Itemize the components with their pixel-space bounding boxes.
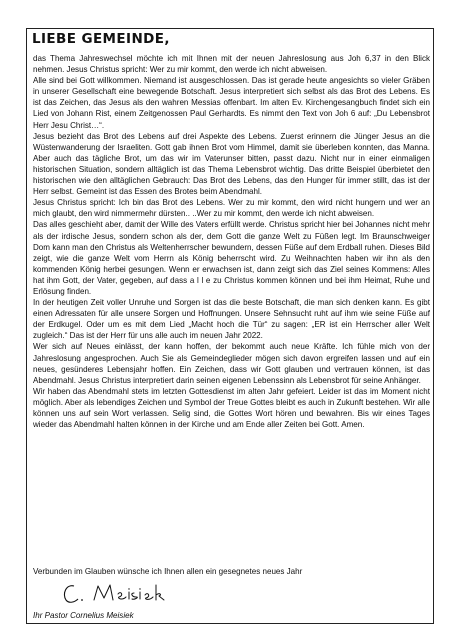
paragraph-6: In der heutigen Zeit voller Unruhe und Sorgen ist das die beste Botschaft, die man sich denken kann. Es gibt einen Adressaten für alle unsere Sorgen und Hoffnungen. Unsere Sehnsucht ruht auf ihm wie seine Füße auf der Erdkugel. Oder um es mit dem Lied „Macht hoch die Tür“ zu sagen: „ER ist ein Herrscher aller Welt zugleich.“ Das ist der Herr für uns alle auch im neuen Jahr 2022. [33,298,430,341]
paragraph-3: Jesus bezieht das Brot des Lebens auf drei Aspekte des Lebens. Zuerst erinnern die Jünger Jesus an die Wüstenwanderung der Israeliten. Gott gab ihnen Brot vom Himmel, damit sie überleben konnten, das Manna. Aber auch das tägliche Brot, um das wir im Vaterunser bitten, passt dazu. Nicht nur in einer einmaligen historischen Situation, sondern alltäglich ist das Thema Lebensbrot wichtig. Das dritte Beispiel überbietet den historischen wie den alltäglichen Gebrauch: Das Brot des Lebens, das den Hunger für immer stillt, das ist der Herr selbst. Gemeint ist das Essen des Brotes beim Abendmahl. [33,131,430,197]
pastor-name: Ihr Pastor Cornelius Meisiek [33,611,134,620]
paragraph-2: Alle sind bei Gott willkommen. Niemand ist ausgeschlossen. Das ist gerade heute angesichts so vieler Gräben in unserer Gesellschaft eine bewegende Botschaft. Jesus interpretiert sich selbst als das Brot des Lebens. Es ist das Zeichen, das Jesus als den wahren Messias offenbart. Im alten Ev. Kirchengesangbuch findet sich ein Lied von Johann Rist, einem Zeitgenossen Paul Gerhardts. Es nimmt den Text von Joh 6 auf: „Du Lebensbrot Herr Jesu Christ…“. [33,76,430,130]
closing-greeting: Verbunden im Glauben wünsche ich Ihnen allen ein gesegnetes neues Jahr [33,567,303,576]
letter-body [33,53,430,430]
paragraph-1: das Thema Jahreswechsel möchte ich mit Ihnen mit der neuen Jahreslosung aus Joh 6,37 in den Blick nehmen. Jesus Christus spricht: Wer zu mir kommt, den werde ich nicht abweisen. [33,54,430,75]
paragraph-7: Wer sich auf Neues einlässt, der kann hoffen, der bekommt auch neue Kräfte. Ich fühle mich von der Jahreslosung angesprochen. Auch Sie als Gemeindeglieder mögen sich davon ergreifen lassen und auf ein neues, gesünderes Lebensjahr hoffen. Ein Zeichen, dass wir Gott glauben und vertrauen können, ist das Abendmahl. Jesus Christus interpretiert darin seinen eigenen Lebenssinn als Lebensbrot für seine Anhänger. [33,342,430,385]
paragraph-8: Wir haben das Abendmahl stets im letzten Gottesdienst im alten Jahr gefeiert. Leider ist das im Moment nicht möglich. Aber als lebendiges Zeichen und Symbol der Treue Gottes bleibt es auch in Zukunft bestehen. Wir alle können uns auf sein Wort verlassen. Selig sind, die Gottes Wort hören und bewahren. Bis wir eines Tages wieder das Abendmahl halten können in der Kirche und am Ende aller Zeiten bei Gott. Amen. [33,386,430,430]
paragraph-5: Das alles geschieht aber, damit der Wille des Vaters erfüllt werde. Christus spricht hier bei Johannes nicht mehr als der irdische Jesus, sondern schon als der, dem Gott die ganze Welt zu Füßen legt. Im Braunschweiger Dom kann man den Christus als Weltenherrscher bewundern, dessen Füße auf dem Erdball ruhen. Dieses Bild zeigt, wie die ganze Welt vom Herrn als König beherrscht wird. Zu Weihnachten haben wir ihn als den kommenden König herbei gesungen. Wenn er erwachsen ist, dann zeigt sich das Ziel seines Kommens: Alles hat ihm Gott, der Vater, gegeben, auf dass a l l e zu Christus kommen können und bei ihm Heimat, Ruhe und Erlösung finden. [33,220,431,296]
paragraph-4: Jesus Christus spricht: Ich bin das Brot des Lebens. Wer zu mir kommt, den wird nicht hungern und wer an mich glaubt, den wird nimmermehr dürsten.. ..Wer zu mir kommt, den werde ich nicht abweisen. [33,198,430,219]
handwritten-signature [60,580,170,606]
page-title: LIEBE GEMEINDE, [32,31,170,47]
